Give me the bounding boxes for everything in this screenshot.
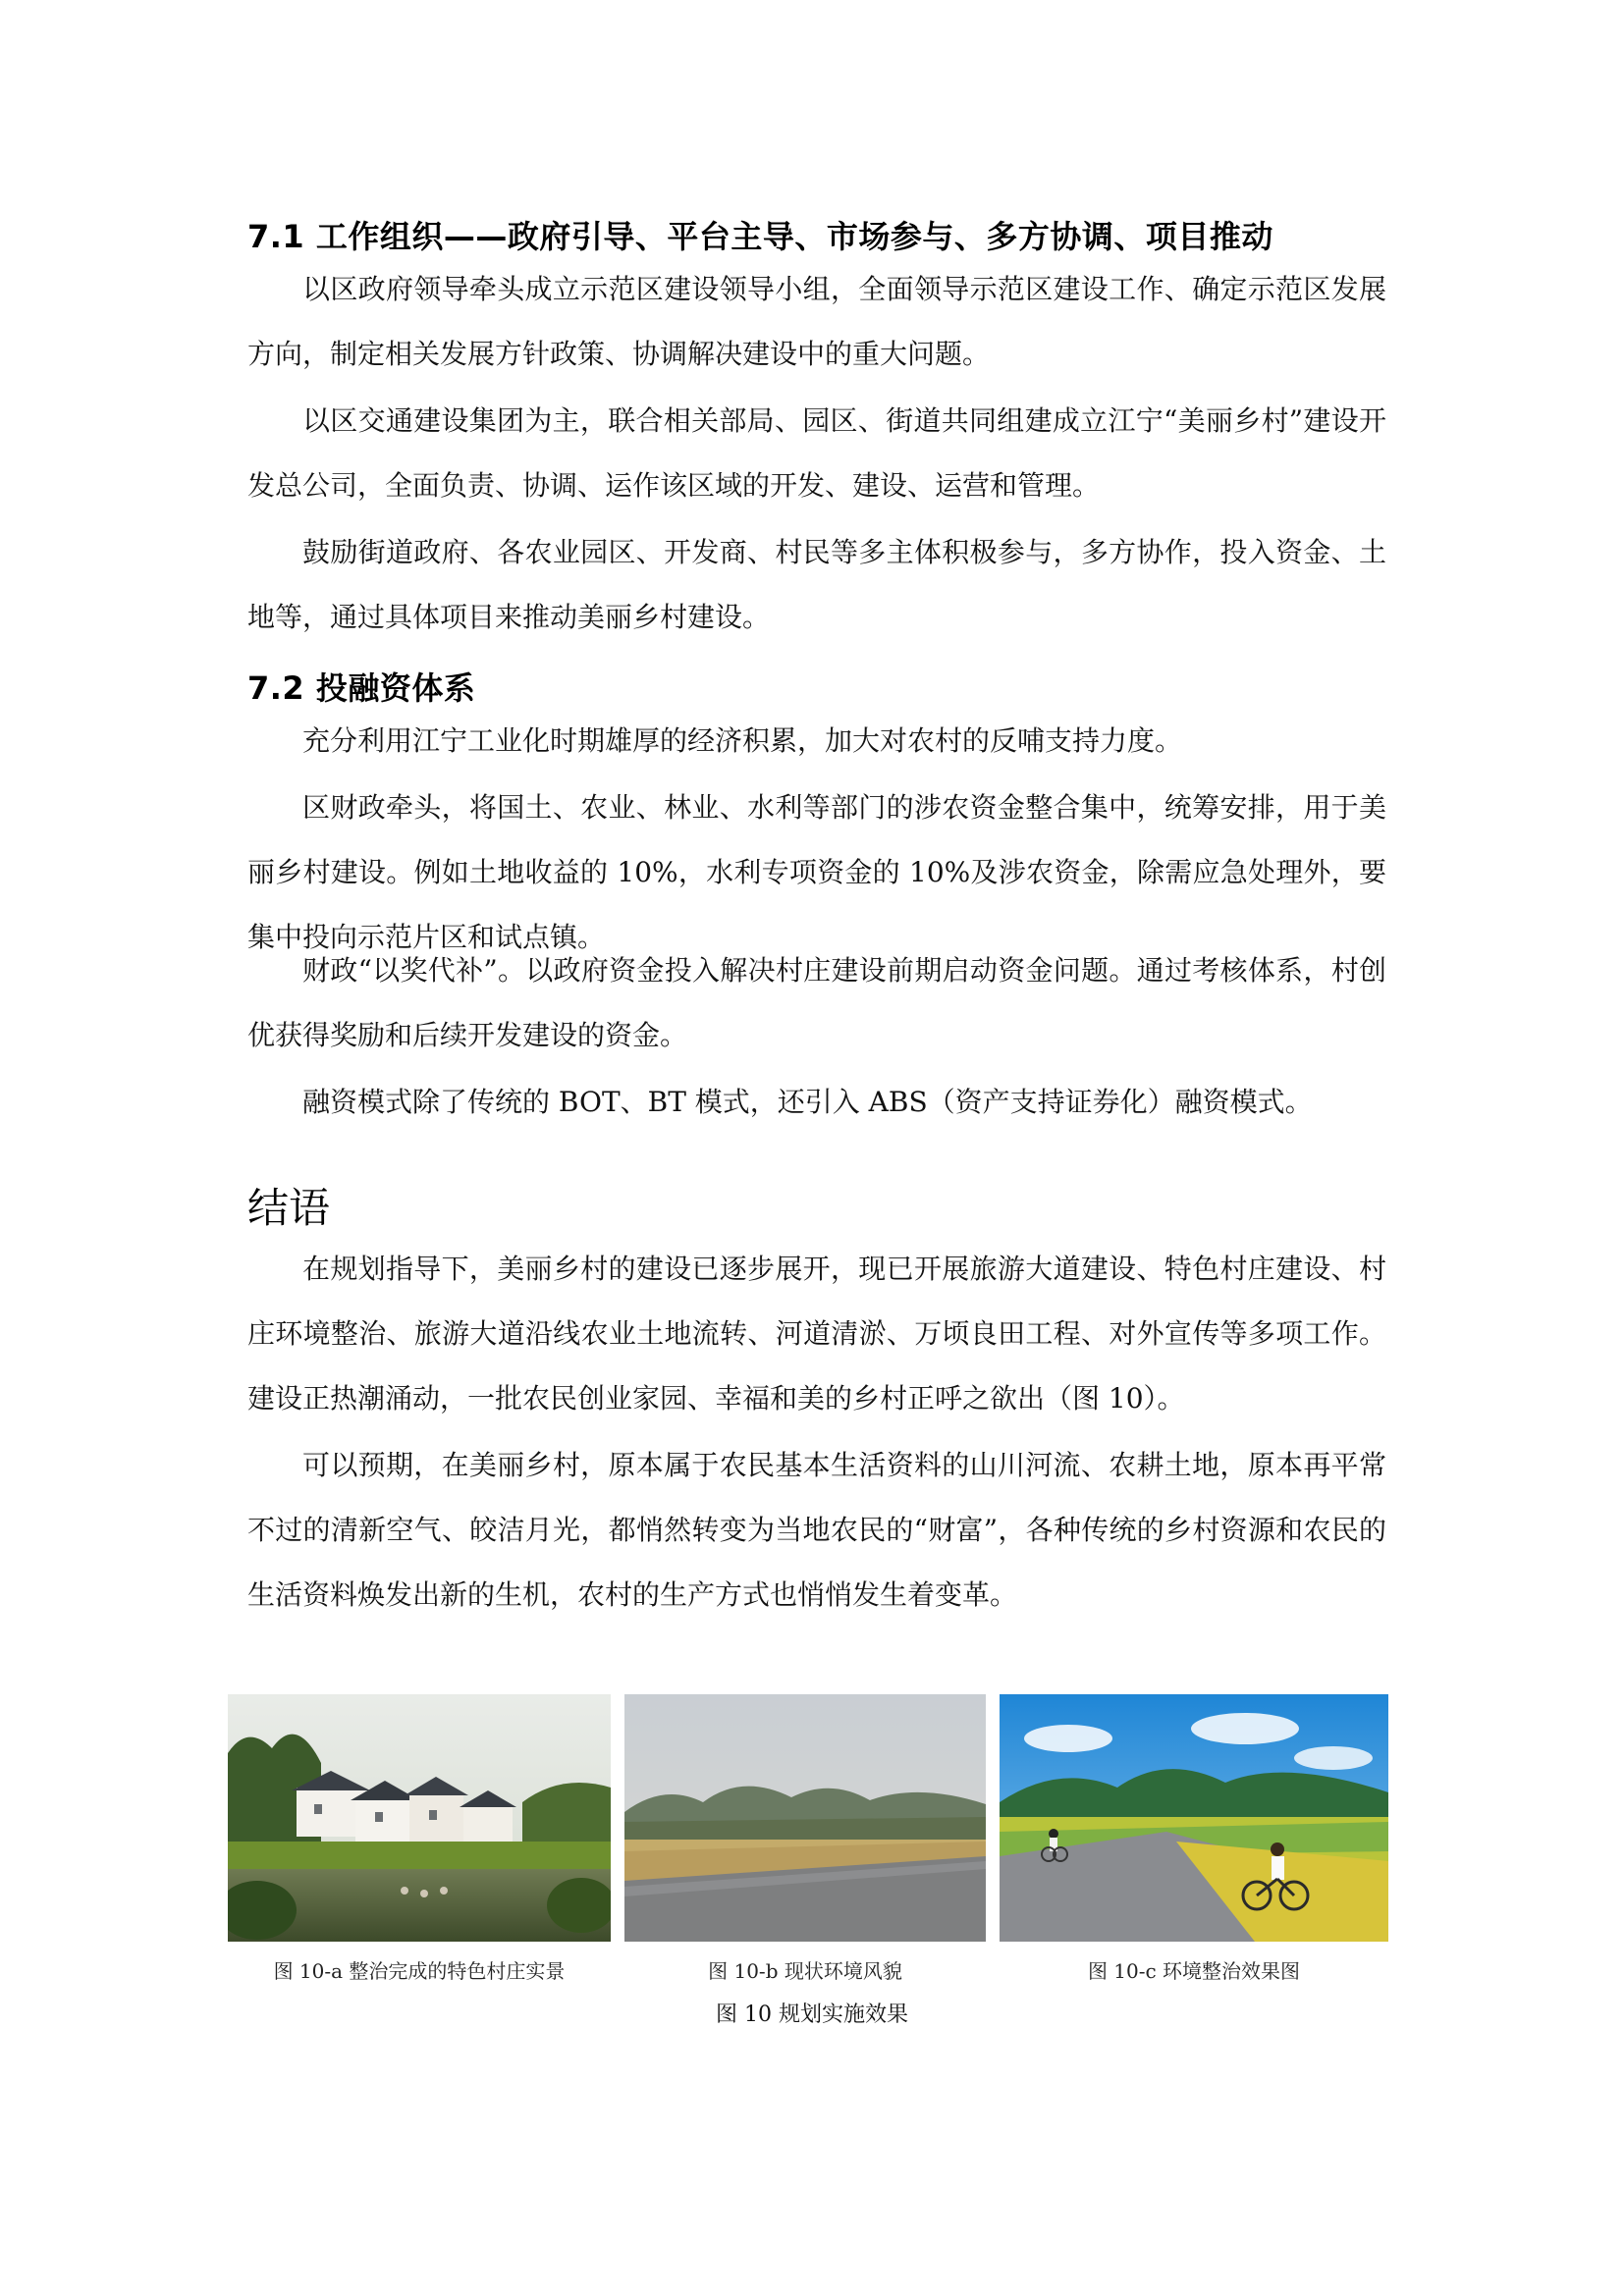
section-7-2-heading: 7.2 投融资体系 <box>247 669 476 707</box>
figure-10b-caption: 图 10-b 现状环境风貌 <box>708 1959 902 1983</box>
paragraph: 区财政牵头，将国土、农业、林业、水利等部门的涉农资金整合集中，统筹安排，用于美丽乡村建设。例如土地收益的 10%，水利专项资金的 10%及涉农资金，除需应急处理外，要集中投向示范片区和试点镇。 <box>247 791 1386 953</box>
paragraph: 在规划指导下，美丽乡村的建设已逐步展开，现已开展旅游大道建设、特色村庄建设、村庄环境整治、旅游大道沿线农业土地流转、河道清淤、万顷良田工程、对外宣传等多项工作。建设正热潮涌动，一批农民创业家园、幸福和美的乡村正呼之欲出（图 10）。 <box>247 1253 1386 1415</box>
figure-10-caption: 图 10 规划实施效果 <box>716 2002 908 2027</box>
figure-10a-village-photo <box>228 1694 611 1942</box>
paragraph: 以区交通建设集团为主，联合相关部局、园区、街道共同组建成立江宁“美丽乡村”建设开发总公司，全面负责、协调、运作该区域的开发、建设、运营和管理。 <box>247 404 1386 502</box>
figure-10b-current-environment-photo <box>624 1694 986 1942</box>
paragraph: 充分利用江宁工业化时期雄厚的经济积累，加大对农村的反哺支持力度。 <box>302 724 1183 757</box>
paragraph: 鼓励街道政府、各农业园区、开发商、村民等多主体积极参与，多方协作，投入资金、土地等，通过具体项目来推动美丽乡村建设。 <box>247 536 1386 633</box>
paragraph: 融资模式除了传统的 BOT、BT 模式，还引入 ABS（资产支持证券化）融资模式。 <box>302 1086 1313 1118</box>
paragraph: 以区政府领导牵头成立示范区建设领导小组，全面领导示范区建设工作、确定示范区发展方向，制定相关发展方针政策、协调解决建设中的重大问题。 <box>247 273 1386 370</box>
figure-10c-improvement-rendering <box>1000 1694 1388 1942</box>
figure-10a-caption: 图 10-a 整治完成的特色村庄实景 <box>273 1959 566 1983</box>
paragraph: 可以预期，在美丽乡村，原本属于农民基本生活资料的山川河流、农耕土地，原本再平常不过的清新空气、皎洁月光，都悄然转变为当地农民的“财富”，各种传统的乡村资源和农民的生活资料焕发出新的生机，农村的生产方式也悄悄发生着变革。 <box>247 1449 1386 1611</box>
section-7-1-heading: 7.1 工作组织——政府引导、平台主导、市场参与、多方协调、项目推动 <box>247 218 1273 255</box>
figure-10c-caption: 图 10-c 环境整治效果图 <box>1087 1959 1301 1983</box>
conclusion-heading: 结语 <box>247 1184 331 1232</box>
paragraph: 财政“以奖代补”。以政府资金投入解决村庄建设前期启动资金问题。通过考核体系，村创优获得奖励和后续开发建设的资金。 <box>247 954 1386 1051</box>
